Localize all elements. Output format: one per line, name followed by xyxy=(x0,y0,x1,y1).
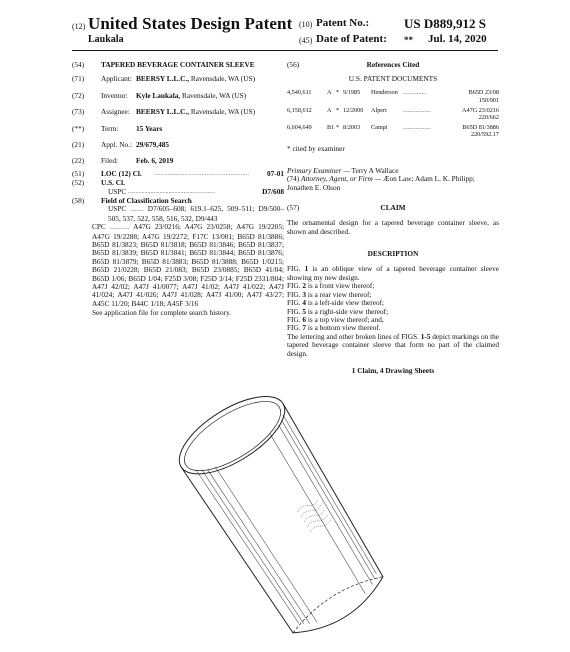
header-rule xyxy=(72,50,498,51)
sleeve-bottom-rim xyxy=(288,568,383,633)
header xyxy=(72,14,502,46)
date-stars: ** xyxy=(404,35,413,45)
term-field: (**) Term: 15 Years xyxy=(72,123,163,133)
title-field: (54) TAPERED BEVERAGE CONTAINER SLEEVE xyxy=(72,60,255,69)
field-cpc: CPC ............. A47G 23/0216; A47G 23/0258; A47G 19/2205; A47G 19/2288; A47G 19/2272; F17C 13/001; B65D 81/3886; B65D 81/3823; B65D 81/3818; B65D 81/3846; B65D 81/3837; B65D 81/3839; B65D 81/3841; B65D 81/3844; B65D 81/3876; B65D 81/3879; B65D 81/3883; B65D 81/3888; B65D 1/0215; B65D 21/0228; B65D 21/083; B65D 23/0885; B65D 41/04; B65D 1/06; B65D 1/04; F25D 3/08; F25D 3/14; F25D 2331/804; A47J 42/02; A47J 41/0077; A47J 41/02; A47J 41/022; A47J 41/024; A47J 41/026; A47J 41/028; A47J 41/00; A47J 43/27; A45C 11/20; B44C 1/18; A45F 3/16 xyxy=(92,222,285,308)
uspc-field: USPC .......................................................... D7/608 xyxy=(108,186,284,196)
description-item: FIG. 6 is a top view thereof; and, xyxy=(287,314,384,324)
broken-lines-note: The lettering and other broken lines of FIGS. 1-5 depict markings on the tapered beverage container sleeve that form no part of the claimed design. xyxy=(287,331,500,358)
field-uspc: USPC ......... D7/605–608; 619.1–625, 509–511; D9/500–505, 537, 522, 558, 516, 532, D9/443 xyxy=(108,204,285,223)
patent-date: Jul. 14, 2020 xyxy=(428,33,487,45)
claim-text: The ornamental design for a tapered beverage container sleeve, as shown and described. xyxy=(287,218,499,236)
assignee-field: (73) Assignee: BEERSY L.L.C., Ravensdale, WA (US) xyxy=(72,107,255,117)
code-10: (10) xyxy=(299,20,313,29)
design-title: TAPERED BEVERAGE CONTAINER SLEEVE xyxy=(101,60,255,69)
description-item: FIG. 7 is a bottom view thereof. xyxy=(287,323,381,333)
filed-field: (22) Filed: Feb. 6, 2019 xyxy=(72,156,174,166)
patent-type-title: United States Design Patent xyxy=(88,14,293,33)
sleeve-top-rim xyxy=(167,381,296,489)
code-45: (45) xyxy=(299,36,313,45)
search-history-note: See application file for complete search history. xyxy=(92,308,232,318)
attorney: (74) Attorney, Agent, or Firm — Æon Law; Adam L. K. Philipp; Jonathen E. Olson xyxy=(287,174,475,192)
loc-field: (51) LOC (12) Cl. ........................................................ 07-01 xyxy=(72,168,284,178)
sleeve-shading xyxy=(196,415,387,635)
sleeve-markings xyxy=(297,498,332,534)
description-item: FIG. 2 is a front view thereof; xyxy=(287,281,375,291)
us-cl-field: (52) U.S. Cl. xyxy=(72,178,125,188)
cited-note: * cited by examiner xyxy=(287,143,345,153)
references-title: References Cited xyxy=(366,60,420,69)
reference-entry: 4,540,611 A * 9/1985 Henderson ............... B65D 23/08 150/901 xyxy=(287,89,499,104)
code-12: (12) xyxy=(72,22,86,31)
description-item: FIG. 5 is a right-side view thereof; xyxy=(287,306,389,316)
patent-number: US D889,912 S xyxy=(404,16,486,31)
reference-entry: 6,604,649 B1 * 8/2003 Campi .................. B65D 81/3886 220/592.17 xyxy=(287,124,499,139)
description-title: DESCRIPTION xyxy=(367,249,419,259)
sleeve-outline xyxy=(181,403,396,648)
description-item: FIG. 1 is an oblique view of a tapered beverage container sleeve showing my new design. xyxy=(287,264,500,282)
right-column: (56) References Cited U.S. PATENT DOCUMENTS 4,540,611 A * 9/1985 Henderson ............... B65D 23/08 150/901 6,158,612 A * 12/2000 Alpert .................. A47G 23/0216 220/662 6,604,649 B1 * 8/2003 Campi .................. B65D 81/3886 220/592.17 * cited by examiner Primary Examiner — Terry A Wallace (74) Attorney, Agent, or Firm — Æon Law; Adam L. K. Philipp; Jonathen E. Olson (57) CLAIM The ornamental design for a tapered beverage container sleeve, as shown and described. DESCRIPTION FIG. 1 is an oblique view of a tapered beverage container sleeve showing my new design. FIG. 2 is a front view thereof; FIG. 3 is a rear view thereof; FIG. 4 is a left-side view thereof; FIG. 5 is a right-side view thereof; FIG. 6 is a top view thereof; and, FIG. 7 is a bottom view thereof. The lettering and other broken lines of FIGS. 1-5 depict markings on the tapered beverage container sleeve that form no part of the claimed design. 1 Claim, 4 Drawing Sheets xyxy=(287,60,500,375)
claim-title: CLAIM xyxy=(380,203,406,213)
date-label: Date of Patent: xyxy=(316,33,387,45)
applicant-field: (71) Applicant: BEERSY L.L.C., Ravensdale, WA (US) xyxy=(72,74,255,84)
left-column xyxy=(72,61,284,318)
description-item: FIG. 4 is a left-side view thereof; xyxy=(287,298,385,308)
references-list xyxy=(287,89,499,138)
patent-no-label: Patent No.: xyxy=(316,17,370,29)
cpc-classes: A47G 23/0216; A47G 23/0258; A47G 19/2205; A47G 19/2288; A47G 19/2272; F17C 13/001; B65D 81/3886; B65D 81/3823; B65D 81/3818; B65D 81/3846; B65D 81/3837; B65D 81/3839; B65D 81/3841; B65D 81/3844; B65D 81/3876; B65D 81/3879; B65D 81/3883; B65D 81/3888; B65D 1/0215; B65D 21/0228; B65D 21/083; B65D 23/0885; B65D 41/04; B65D 1/06; B65D 1/04; F25D 3/08; F25D 3/14; F25D 2331/804; A47J 42/02; A47J 41/0077; A47J 41/02; A47J 41/022; A47J 41/024; A47J 41/026; A47J 41/028; A47J 41/00; A47J 43/27; A45C 11/20; B44C 1/18; A45F 3/16 xyxy=(92,222,285,308)
appl-no-field: (21) Appl. No.: 29/679,485 xyxy=(72,139,170,149)
reference-entry: 6,158,612 A * 12/2000 Alpert .................. A47G 23/0216 220/662 xyxy=(287,106,499,122)
field-uspc-classes: D7/605–608; 619.1–625, 509–511; D9/500–505, 537, 522, 558, 516, 532, D9/443 xyxy=(108,204,285,223)
inventor-short: Laukala xyxy=(88,34,124,45)
claims-summary: 1 Claim, 4 Drawing Sheets xyxy=(351,365,435,375)
description-item: FIG. 3 is a rear view thereof; xyxy=(287,289,372,299)
primary-examiner: Primary Examiner — Terry A Wallace xyxy=(287,166,399,176)
sleeve-inner-rim xyxy=(174,388,291,484)
us-patent-docs-title: U.S. PATENT DOCUMENTS xyxy=(348,74,438,83)
inventor-field: (72) Inventor: Kyle Laukala, Ravensdale, WA (US) xyxy=(72,90,247,100)
field-search-field: (58) Field of Classification Search xyxy=(72,195,192,205)
description-list xyxy=(287,265,499,332)
